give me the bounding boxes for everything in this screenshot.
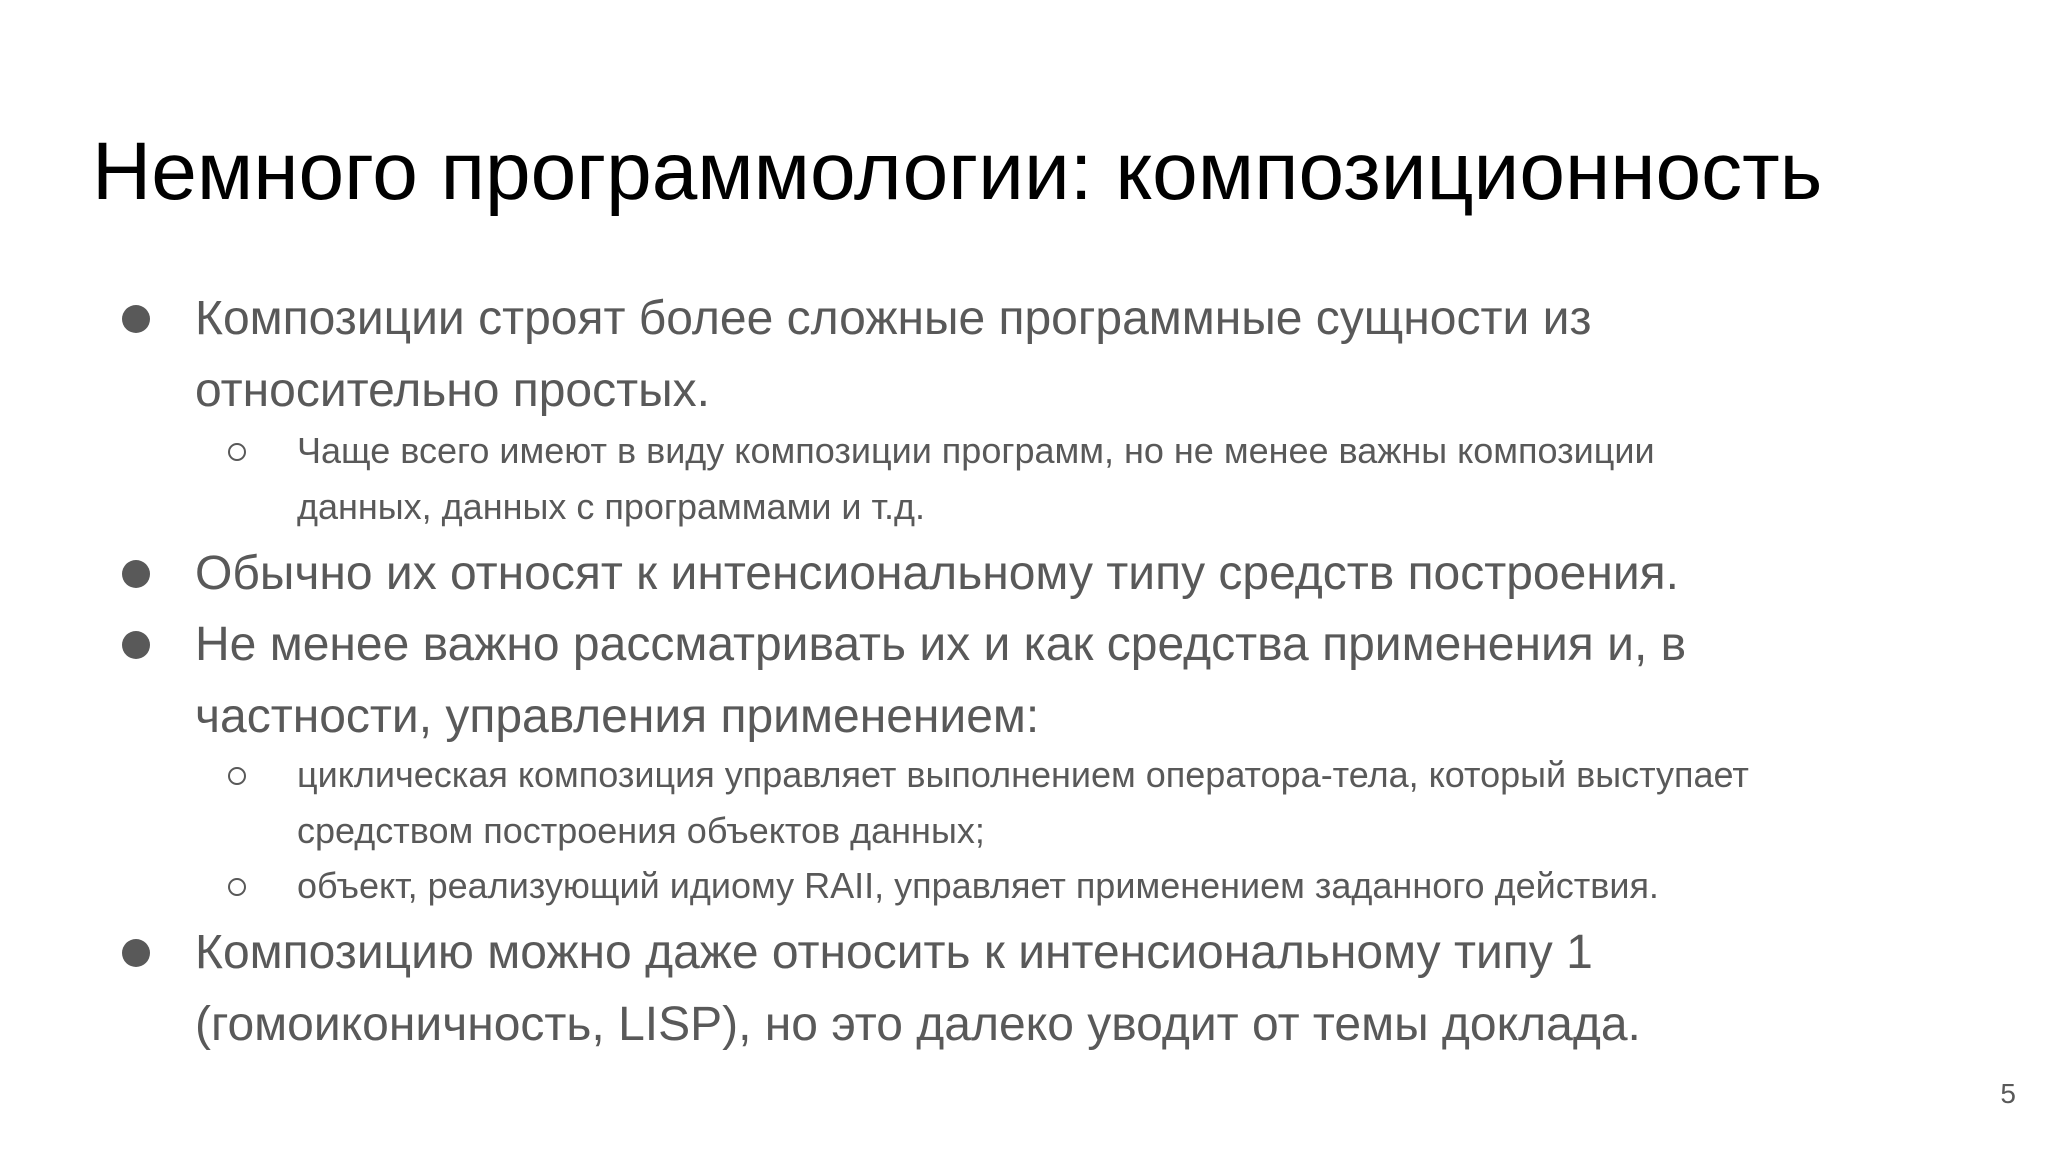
bullet-text-line: (гомоиконичность, LISP), но это далеко уводит от темы доклада. — [195, 998, 1641, 1051]
bullet-text-line: Композиции строят более сложные программные сущности из — [195, 292, 1592, 345]
sub-bullet-text-line: данных, данных с программами и т.д. — [297, 486, 926, 527]
sub-bullet-text-line: Чаще всего имеют в виду композиции программ, но не менее важны композиции — [297, 430, 1655, 471]
hollow-circle-bullet-icon — [228, 767, 246, 785]
hollow-circle-bullet-icon — [228, 878, 246, 896]
bullet-text-line: Композицию можно даже относить к интенсиональному типу 1 — [195, 926, 1593, 979]
sub-bullet-text-line: средством построения объектов данных; — [297, 810, 985, 851]
filled-circle-bullet-icon — [122, 631, 150, 659]
bullet-text-line: относительно простых. — [195, 364, 710, 417]
filled-circle-bullet-icon — [122, 305, 150, 333]
sub-bullet-text-line: объект, реализующий идиому RAII, управляет применением заданного действия. — [297, 865, 1659, 906]
filled-circle-bullet-icon — [122, 560, 150, 588]
bullet-text-line: частности, управления применением: — [195, 690, 1040, 743]
bullet-text-line: Не менее важно рассматривать их и как средства применения и, в — [195, 618, 1687, 671]
bullet-text-line: Обычно их относят к интенсиональному типу средств построения. — [195, 547, 1679, 600]
hollow-circle-bullet-icon — [228, 443, 246, 461]
page-number: 5 — [2000, 1078, 2016, 1109]
slide-title: Немного программологии: композиционность — [92, 126, 1823, 217]
sub-bullet-text-line: циклическая композиция управляет выполнением оператора-тела, который выступает — [297, 754, 1749, 795]
filled-circle-bullet-icon — [122, 939, 150, 967]
